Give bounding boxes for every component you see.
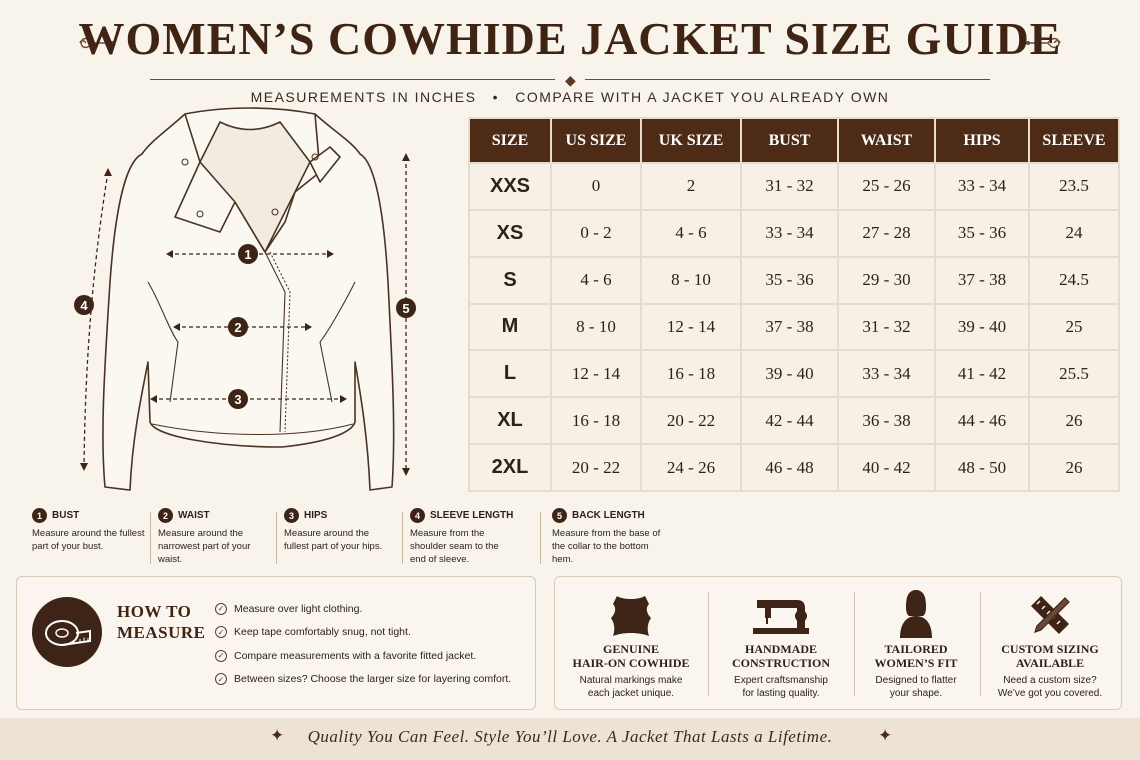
table-cell: 12 - 14 bbox=[642, 305, 740, 350]
column-header: US SIZE bbox=[552, 119, 640, 162]
table-cell: 0 - 2 bbox=[552, 211, 640, 256]
legend-sleeve-length bbox=[410, 508, 514, 566]
table-cell: 8 - 10 bbox=[552, 305, 640, 350]
svg-text:1: 1 bbox=[244, 247, 252, 262]
size-label-cell: L bbox=[470, 351, 550, 396]
legend-number-badge: 2 bbox=[158, 508, 173, 523]
table-cell: 23.5 bbox=[1030, 164, 1118, 209]
diagram-marker-3 bbox=[228, 389, 248, 409]
feature-title: CUSTOM SIZING bbox=[1001, 642, 1099, 656]
table-cell: 29 - 30 bbox=[839, 258, 934, 303]
star-ornament-icon: ✦ bbox=[270, 726, 285, 745]
measure-tips-list bbox=[215, 597, 511, 691]
diagram-marker-5 bbox=[396, 298, 416, 318]
how-to-title-line: MEASURE bbox=[117, 623, 206, 642]
page-title: WOMEN’S COWHIDE JACKET SIZE GUIDE bbox=[78, 13, 1062, 64]
size-label-cell: 2XL bbox=[470, 445, 550, 490]
column-header: SLEEVE bbox=[1030, 119, 1118, 162]
check-icon: ✓ bbox=[215, 673, 227, 685]
title-divider-left bbox=[150, 79, 555, 80]
column-header: HIPS bbox=[936, 119, 1028, 162]
table-cell: 42 - 44 bbox=[742, 398, 837, 443]
legend-divider bbox=[402, 512, 403, 564]
table-cell: 36 - 38 bbox=[839, 398, 934, 443]
sewing-machine-icon bbox=[711, 586, 851, 638]
column-header: UK SIZE bbox=[642, 119, 740, 162]
table-row bbox=[470, 164, 1118, 209]
size-label-cell: XL bbox=[470, 398, 550, 443]
size-label-cell: S bbox=[470, 258, 550, 303]
page-subtitle: MEASUREMENTS IN INCHES • COMPARE WITH A JACKET YOU ALREADY OWN bbox=[250, 89, 890, 105]
feature-description: Natural markings make bbox=[579, 675, 683, 686]
list-item bbox=[215, 597, 511, 621]
feature-genuine-cowhide bbox=[561, 586, 701, 700]
legend-divider bbox=[276, 512, 277, 564]
table-row bbox=[470, 445, 1118, 490]
table-cell: 46 - 48 bbox=[742, 445, 837, 490]
table-cell: 26 bbox=[1030, 398, 1118, 443]
how-to-title-line: HOW TO bbox=[117, 602, 192, 621]
feature-custom-sizing bbox=[980, 586, 1120, 700]
diagram-marker-2 bbox=[228, 317, 248, 337]
table-cell: 25 bbox=[1030, 305, 1118, 350]
table-row bbox=[470, 211, 1118, 256]
list-item bbox=[215, 668, 511, 692]
legend-title: WAIST bbox=[178, 510, 210, 521]
legend-title: SLEEVE LENGTH bbox=[430, 510, 514, 521]
feature-description: for lasting quality. bbox=[742, 688, 820, 699]
legend-bust bbox=[32, 508, 150, 553]
table-cell: 25.5 bbox=[1030, 351, 1118, 396]
table-cell: 8 - 10 bbox=[642, 258, 740, 303]
table-cell: 2 bbox=[642, 164, 740, 209]
table-cell: 35 - 36 bbox=[742, 258, 837, 303]
legend-divider bbox=[150, 512, 151, 564]
size-chart-table bbox=[468, 117, 1120, 492]
legend-number-badge: 1 bbox=[32, 508, 47, 523]
check-icon: ✓ bbox=[215, 626, 227, 638]
tip-text: Between sizes? Choose the larger size for layering comfort. bbox=[234, 673, 512, 686]
table-cell: 41 - 42 bbox=[936, 351, 1028, 396]
legend-description: Measure from the shoulder seam to the end of sleeve. bbox=[410, 528, 499, 565]
feature-description: Expert craftsmanship bbox=[734, 675, 828, 686]
svg-text:3: 3 bbox=[234, 392, 242, 407]
feature-tailored-fit bbox=[846, 586, 986, 700]
jacket-diagram bbox=[70, 102, 450, 502]
table-cell: 24 bbox=[1030, 211, 1118, 256]
footer-tagline: Quality You Can Feel. Style You’ll Love. A Jacket That Lasts a Lifetime. bbox=[307, 727, 833, 746]
svg-text:2: 2 bbox=[234, 320, 242, 335]
legend-divider bbox=[540, 512, 541, 564]
svg-text:4: 4 bbox=[80, 298, 88, 313]
feature-title: WOMEN’S FIT bbox=[874, 656, 958, 670]
table-cell: 24 - 26 bbox=[642, 445, 740, 490]
table-cell: 40 - 42 bbox=[839, 445, 934, 490]
table-cell: 33 - 34 bbox=[742, 211, 837, 256]
table-cell: 26 bbox=[1030, 445, 1118, 490]
table-cell: 0 bbox=[552, 164, 640, 209]
feature-title: HANDMADE bbox=[745, 642, 817, 656]
feature-title: CONSTRUCTION bbox=[731, 656, 830, 670]
legend-title: HIPS bbox=[304, 510, 328, 521]
star-ornament-icon: ✦ bbox=[878, 726, 893, 745]
legend-number-badge: 4 bbox=[410, 508, 425, 523]
feature-handmade bbox=[711, 586, 851, 700]
woman-silhouette-icon bbox=[846, 586, 986, 638]
check-icon: ✓ bbox=[215, 603, 227, 615]
feature-title: GENUINE bbox=[602, 642, 659, 656]
tip-text: Compare measurements with a favorite fitted jacket. bbox=[234, 649, 477, 662]
table-cell: 39 - 40 bbox=[936, 305, 1028, 350]
feature-title: HAIR-ON COWHIDE bbox=[572, 656, 690, 670]
size-label-cell: XS bbox=[470, 211, 550, 256]
table-cell: 12 - 14 bbox=[552, 351, 640, 396]
divider-diamond-icon: ◆ bbox=[565, 72, 576, 88]
column-header: SIZE bbox=[470, 119, 550, 162]
feature-title: TAILORED bbox=[884, 642, 948, 656]
svg-text:5: 5 bbox=[402, 301, 410, 316]
table-cell: 25 - 26 bbox=[839, 164, 934, 209]
list-item bbox=[215, 621, 511, 645]
table-cell: 31 - 32 bbox=[742, 164, 837, 209]
legend-description: Measure around the fullest part of your hips. bbox=[284, 528, 383, 552]
table-cell: 27 - 28 bbox=[839, 211, 934, 256]
legend-number-badge: 3 bbox=[284, 508, 299, 523]
ruler-pencil-icon bbox=[980, 586, 1120, 638]
column-header: BUST bbox=[742, 119, 837, 162]
legend-title: BUST bbox=[52, 510, 80, 521]
legend-hips bbox=[284, 508, 384, 553]
tip-text: Keep tape comfortably snug, not tight. bbox=[234, 626, 411, 639]
table-cell: 33 - 34 bbox=[936, 164, 1028, 209]
table-cell: 48 - 50 bbox=[936, 445, 1028, 490]
diagram-marker-4 bbox=[74, 295, 94, 315]
legend-waist bbox=[158, 508, 258, 566]
table-row bbox=[470, 351, 1118, 396]
legend-description: Measure around the fullest part of your bust. bbox=[32, 528, 145, 552]
feature-description: each jacket unique. bbox=[587, 688, 675, 699]
table-cell: 24.5 bbox=[1030, 258, 1118, 303]
column-header: WAIST bbox=[839, 119, 934, 162]
legend-description: Measure around the narrowest part of your waist. bbox=[158, 528, 251, 565]
diagram-marker-1 bbox=[238, 244, 258, 264]
table-row bbox=[470, 305, 1118, 350]
table-cell: 37 - 38 bbox=[936, 258, 1028, 303]
title-divider-right bbox=[585, 79, 990, 80]
feature-description: We’ve got you covered. bbox=[997, 688, 1103, 699]
list-item bbox=[215, 644, 511, 668]
how-to-measure-title bbox=[117, 601, 206, 643]
table-header-row bbox=[470, 119, 1118, 162]
table-cell: 35 - 36 bbox=[936, 211, 1028, 256]
feature-description: Need a custom size? bbox=[1003, 675, 1097, 686]
feature-title: AVAILABLE bbox=[1015, 656, 1085, 670]
table-cell: 20 - 22 bbox=[642, 398, 740, 443]
feature-description: Designed to flatter bbox=[875, 675, 957, 686]
legend-title: BACK LENGTH bbox=[572, 510, 645, 521]
table-cell: 33 - 34 bbox=[839, 351, 934, 396]
legend-back-length bbox=[552, 508, 668, 566]
table-cell: 16 - 18 bbox=[552, 398, 640, 443]
table-cell: 44 - 46 bbox=[936, 398, 1028, 443]
feature-description: your shape. bbox=[889, 688, 943, 699]
table-cell: 4 - 6 bbox=[552, 258, 640, 303]
table-cell: 20 - 22 bbox=[552, 445, 640, 490]
size-label-cell: M bbox=[470, 305, 550, 350]
table-cell: 16 - 18 bbox=[642, 351, 740, 396]
size-label-cell: XXS bbox=[470, 164, 550, 209]
table-row bbox=[470, 258, 1118, 303]
table-cell: 31 - 32 bbox=[839, 305, 934, 350]
table-cell: 37 - 38 bbox=[742, 305, 837, 350]
tip-text: Measure over light clothing. bbox=[234, 602, 363, 615]
table-cell: 4 - 6 bbox=[642, 211, 740, 256]
check-icon: ✓ bbox=[215, 650, 227, 662]
table-row bbox=[470, 398, 1118, 443]
cowhide-icon bbox=[561, 586, 701, 638]
legend-number-badge: 5 bbox=[552, 508, 567, 523]
feature-divider bbox=[708, 592, 709, 696]
legend-description: Measure from the base of the collar to the bottom hem. bbox=[552, 528, 661, 565]
table-cell: 39 - 40 bbox=[742, 351, 837, 396]
measuring-tape-icon bbox=[32, 597, 102, 667]
